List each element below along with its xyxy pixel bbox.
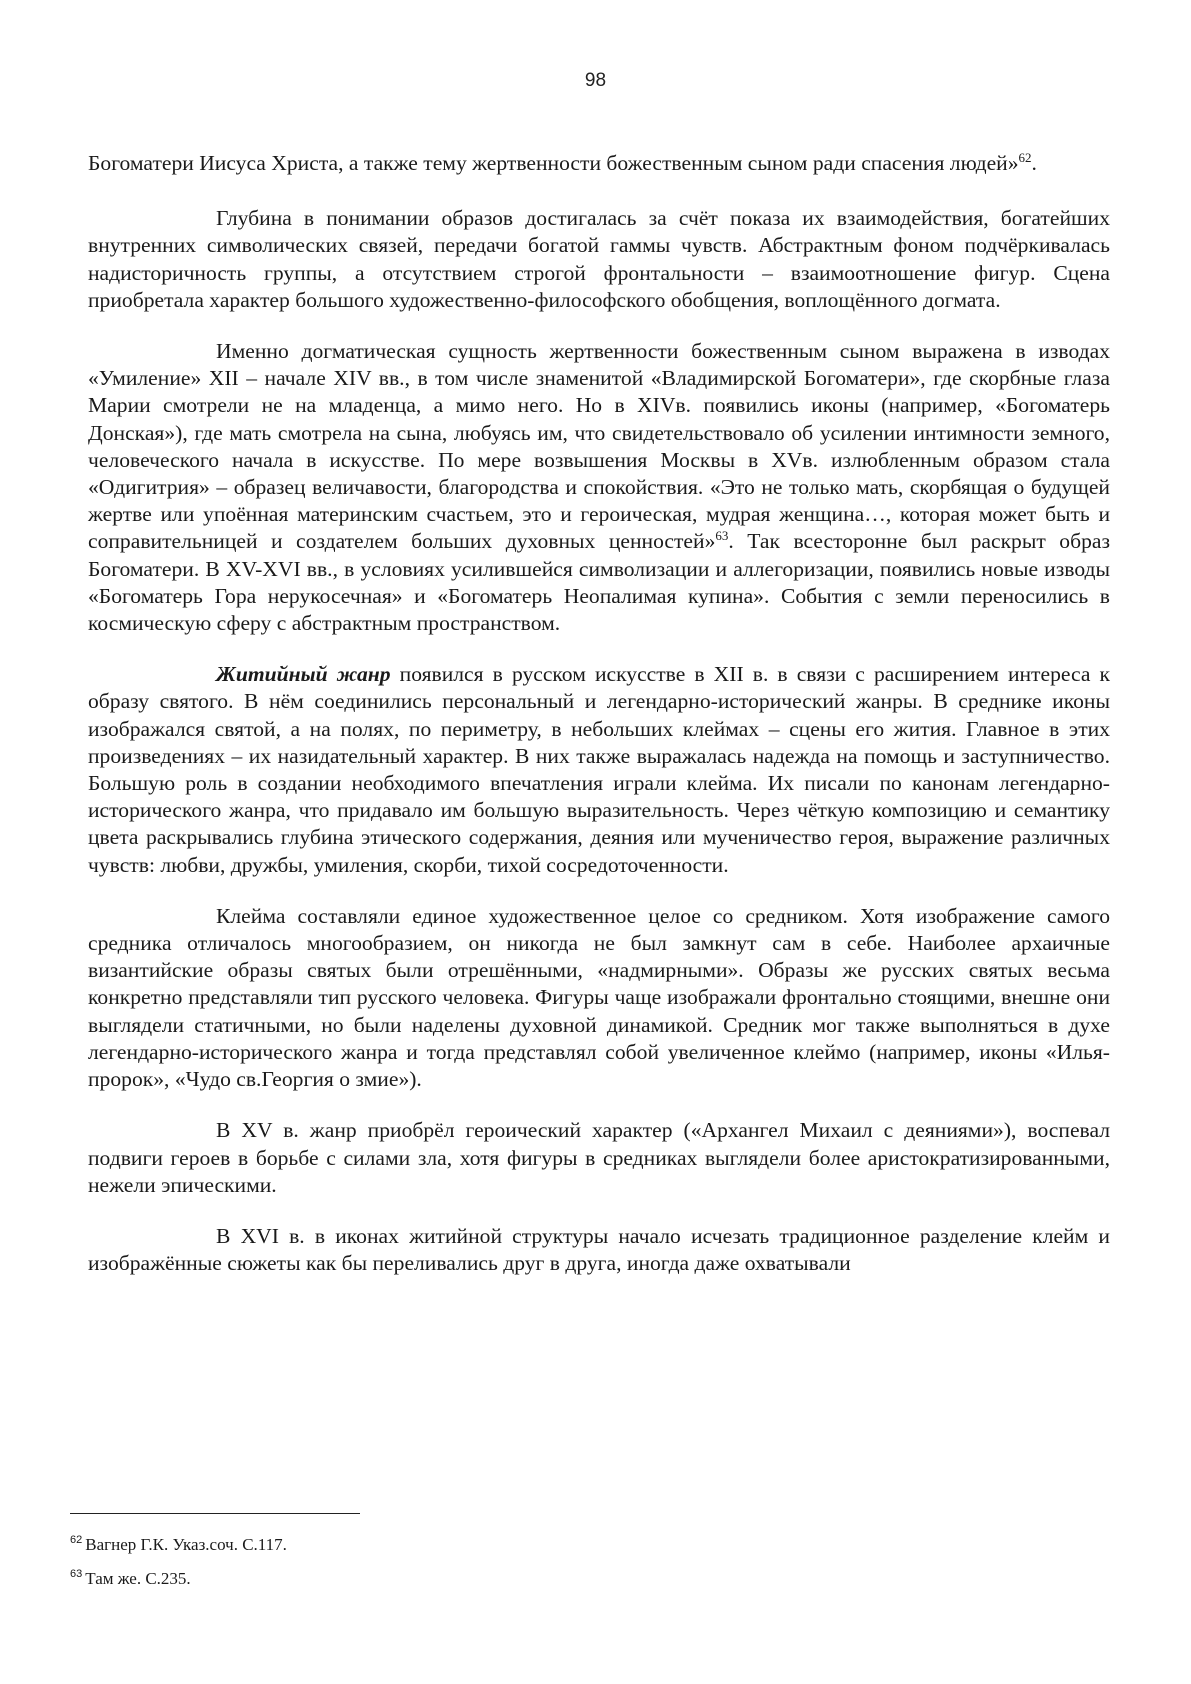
paragraph-hagiographic-genre xyxy=(88,661,1110,879)
footnote-63 xyxy=(70,1569,970,1589)
paragraph-klejma: Клейма составляли единое художественное целое со средником. Хотя изображение самого средника отличалось многообразием, он никогда не был замкнут сам в себе. Наиболее архаичные византийские образы святых были отрешёнными, «надмирными». Образы же русских святых весьма конкретно представляли тип русского человека. Фигуры чаще изображали фронтально стоящими, внешне они выглядели статичными, но были наделены духовной динамикой. Средник мог также выполняться в духе легендарно-исторического жанра и тогда представлял собой увеличенное клеймо (например, иконы «Илья-пророк», «Чудо св.Георгия о змие»). xyxy=(88,903,1110,1092)
footnote-separator xyxy=(70,1513,360,1514)
footnote-reference[interactable]: 63 xyxy=(715,528,729,544)
body-text xyxy=(88,150,1110,1301)
paragraph-text: Именно догматическая сущность жертвенности божественным сыном выражена в изводах «Умиление» XII – начале XIV вв., в том числе знаменитой «Владимирской Богоматери», где скорбные глаза Марии смотрели не на младенца, а мимо него. Но в XIVв. появились иконы (например, «Богоматерь Донская»), где мать смотрела на сына, любуясь им, что свидетельствовало об усилении интимности земного, человеческого начала в искусстве. По мере возвышения Москвы в XVв. излюбленным образом стала «Одигитрия» – образец величавости, благородства и спокойствия. «Это не только мать, скорбящая о будущей жертве или упоённая материнским счастьем, это и героическая, мудрая женщина…, которая может быть и соправительницей и создателем больших духовных ценностей» xyxy=(88,339,1110,554)
footnote-mark: 62 xyxy=(70,1534,83,1547)
footnote-62 xyxy=(70,1535,970,1555)
genre-term: Житийный жанр xyxy=(216,662,391,687)
paragraph-text: появился в русском искусстве в XII в. в связи с расширением интереса к образу святого. В нём соединились персональный и легендарно-исторический жанры. В среднике иконы изображался святой, а на полях, по периметру, в небольших клеймах – сцены его жития. Главное в этих произведениях – их назидательный характер. В них также выражалась надежда на помощь и заступничество. Большую роль в создании необходимого впечатления играли клейма. Их писали по канонам легендарно-исторического жанра, что придавало им большую выразительность. Через чёткую композицию и семантику цвета раскрывались глубина этического содержания, деяния или мученичество героя, выражение различных чувств: любви, дружбы, умиления, скорби, тихой сосредоточенности. xyxy=(88,662,1110,877)
footnote-mark: 63 xyxy=(70,1568,83,1581)
footnotes xyxy=(70,1535,970,1603)
paragraph-image-depth: Глубина в понимании образов достигалась за счёт показа их взаимодействия, богатейших внутренних символических связей, передачи богатой гаммы чувств. Абстрактным фоном подчёркивалась надисторичность группы, а отсутствием строгой фронтальности – взаимоотношение фигур. Сцена приобретала характер большого художественно-философского обобщения, воплощённого догмата. xyxy=(88,206,1110,312)
paragraph-continuation xyxy=(88,150,1110,177)
paragraph-xvi-century: В XVI в. в иконах житийной структуры начало исчезать традиционное разделение клейм и изображённые сюжеты как бы переливались друг в друга, иногда даже охватывали xyxy=(88,1223,1110,1276)
paragraph-xv-century: В XV в. жанр приобрёл героический характер («Архангел Михаил с деяниями»), воспевал подвиги героев в борьбе с силами зла, хотя фигуры в средниках выглядели более аристократизированными, нежели эпическими. xyxy=(88,1118,1110,1197)
paragraph-dogmatic-essence xyxy=(88,338,1110,637)
footnote-reference[interactable]: 62 xyxy=(1018,149,1032,165)
paragraph-text-tail: . Так всесторонне был раскрыт образ Богоматери. В XV-XVI вв., в условиях усилившейся символизации и аллегоризации, появились новые изводы «Богоматерь Гора нерукосечная» и «Богоматерь Неопалимая купина». События с земли переносились в космическую сферу с абстрактным пространством. xyxy=(88,529,1110,636)
footnote-text: Вагнер Г.К. Указ.соч. С.117. xyxy=(85,1535,287,1554)
paragraph-text-tail: . xyxy=(1031,151,1037,175)
paragraph-text: Богоматери Иисуса Христа, а также тему жертвенности божественным сыном ради спасения людей» xyxy=(88,151,1019,175)
page-number: 98 xyxy=(584,70,607,91)
footnote-text: Там же. С.235. xyxy=(85,1569,191,1588)
